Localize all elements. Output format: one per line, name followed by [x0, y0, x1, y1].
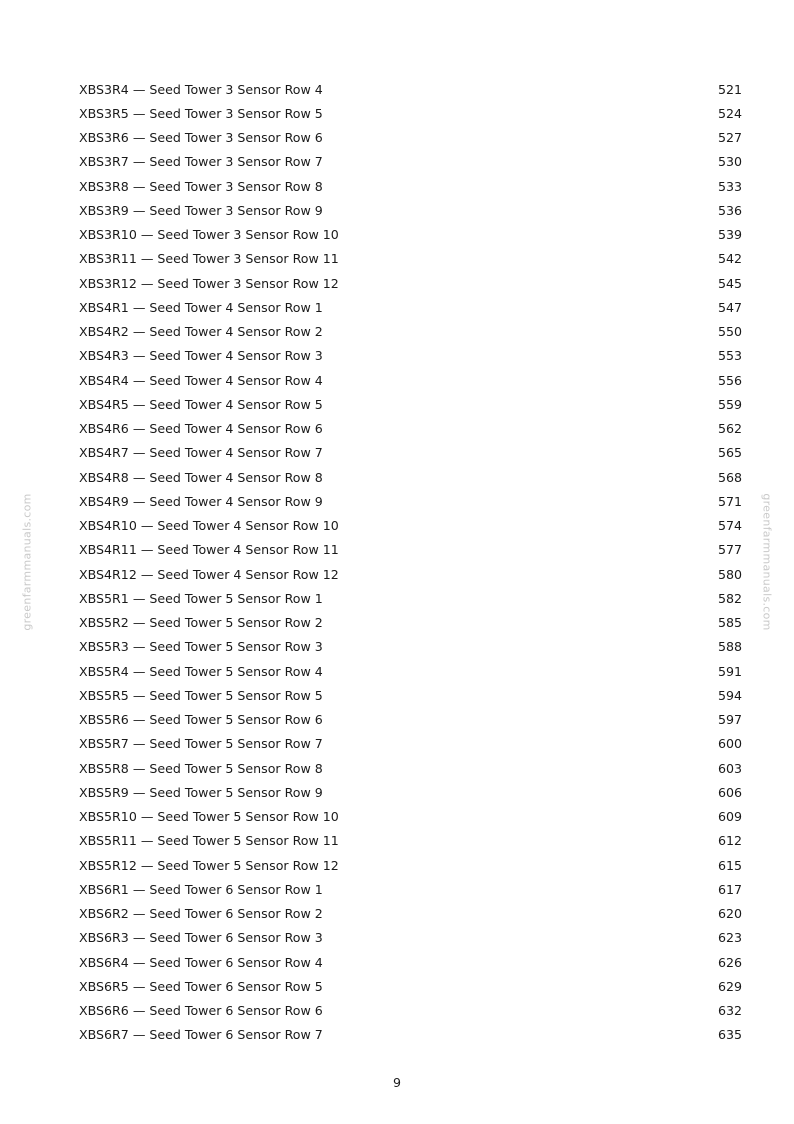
- toc-entry-title: XBS5R6 — Seed Tower 5 Sensor Row 6: [79, 712, 323, 728]
- toc-entry-page-number: 521: [717, 81, 742, 97]
- toc-entry[interactable]: [79, 392, 742, 416]
- toc-entry[interactable]: [79, 368, 742, 392]
- toc-entry-title: XBS5R3 — Seed Tower 5 Sensor Row 3: [79, 639, 323, 655]
- toc-entry-title: XBS6R6 — Seed Tower 6 Sensor Row 6: [79, 1003, 323, 1019]
- toc-entry-page-number: 612: [717, 833, 742, 849]
- toc-entry-title: XBS3R9 — Seed Tower 3 Sensor Row 9: [79, 202, 323, 218]
- toc-entry-page-number: 617: [717, 881, 742, 897]
- toc-entry-page-number: 588: [717, 639, 742, 655]
- toc-entry-page-number: 553: [717, 348, 742, 364]
- toc-entry[interactable]: [79, 829, 742, 853]
- page-number: 9: [392, 1075, 401, 1090]
- toc-entry[interactable]: [79, 465, 742, 489]
- toc-entry[interactable]: [79, 271, 742, 295]
- toc-entry-page-number: 591: [717, 663, 742, 679]
- toc-entry-page-number: 533: [717, 178, 742, 194]
- toc-entry[interactable]: [79, 514, 742, 538]
- toc-entry-page-number: 571: [717, 493, 742, 509]
- toc-entry[interactable]: [79, 198, 742, 222]
- toc-entry[interactable]: [79, 562, 742, 586]
- toc-entry[interactable]: [79, 441, 742, 465]
- toc-entry-title: XBS4R2 — Seed Tower 4 Sensor Row 2: [79, 324, 323, 340]
- toc-entry-title: XBS4R11 — Seed Tower 4 Sensor Row 11: [79, 542, 339, 558]
- toc-entry-title: XBS4R12 — Seed Tower 4 Sensor Row 12: [79, 566, 339, 582]
- toc-entry-title: XBS3R12 — Seed Tower 3 Sensor Row 12: [79, 275, 339, 291]
- toc-entry[interactable]: [79, 126, 742, 150]
- toc-entry[interactable]: [79, 805, 742, 829]
- toc-entry[interactable]: [79, 780, 742, 804]
- toc-entry[interactable]: [79, 344, 742, 368]
- toc-entry-page-number: 629: [717, 978, 742, 994]
- toc-entry[interactable]: [79, 635, 742, 659]
- toc-entry[interactable]: [79, 150, 742, 174]
- toc-entry-title: XBS6R5 — Seed Tower 6 Sensor Row 5: [79, 978, 323, 994]
- toc-entry-title: XBS4R4 — Seed Tower 4 Sensor Row 4: [79, 372, 323, 388]
- toc-entry-page-number: 542: [717, 251, 742, 267]
- toc-entry[interactable]: [79, 732, 742, 756]
- toc-entry[interactable]: [79, 659, 742, 683]
- toc-entry[interactable]: [79, 174, 742, 198]
- toc-entry-title: XBS3R8 — Seed Tower 3 Sensor Row 8: [79, 178, 323, 194]
- table-of-contents: [79, 77, 742, 1047]
- toc-entry[interactable]: [79, 950, 742, 974]
- toc-entry-page-number: 632: [717, 1003, 742, 1019]
- toc-entry[interactable]: [79, 247, 742, 271]
- toc-entry[interactable]: [79, 417, 742, 441]
- toc-entry-title: XBS3R6 — Seed Tower 3 Sensor Row 6: [79, 130, 323, 146]
- toc-entry-page-number: 609: [717, 809, 742, 825]
- toc-entry[interactable]: [79, 853, 742, 877]
- toc-entry[interactable]: [79, 586, 742, 610]
- toc-entry-title: XBS6R2 — Seed Tower 6 Sensor Row 2: [79, 906, 323, 922]
- toc-entry-title: XBS6R7 — Seed Tower 6 Sensor Row 7: [79, 1027, 323, 1043]
- toc-entry-title: XBS4R6 — Seed Tower 4 Sensor Row 6: [79, 421, 323, 437]
- toc-entry-page-number: 582: [717, 590, 742, 606]
- toc-entry[interactable]: [79, 101, 742, 125]
- toc-entry-title: XBS6R4 — Seed Tower 6 Sensor Row 4: [79, 954, 323, 970]
- toc-entry-title: XBS6R1 — Seed Tower 6 Sensor Row 1: [79, 881, 323, 897]
- toc-entry-page-number: 603: [717, 760, 742, 776]
- toc-entry-title: XBS5R1 — Seed Tower 5 Sensor Row 1: [79, 590, 323, 606]
- toc-entry-title: XBS5R7 — Seed Tower 5 Sensor Row 7: [79, 736, 323, 752]
- toc-entry-title: XBS3R4 — Seed Tower 3 Sensor Row 4: [79, 81, 323, 97]
- toc-entry-page-number: 623: [717, 930, 742, 946]
- toc-entry-page-number: 577: [717, 542, 742, 558]
- toc-entry-page-number: 620: [717, 906, 742, 922]
- toc-entry[interactable]: [79, 489, 742, 513]
- toc-entry-page-number: 547: [717, 299, 742, 315]
- toc-entry-title: XBS5R11 — Seed Tower 5 Sensor Row 11: [79, 833, 339, 849]
- toc-entry-title: XBS5R2 — Seed Tower 5 Sensor Row 2: [79, 615, 323, 631]
- toc-entry[interactable]: [79, 974, 742, 998]
- toc-entry-title: XBS5R8 — Seed Tower 5 Sensor Row 8: [79, 760, 323, 776]
- toc-entry-title: XBS5R9 — Seed Tower 5 Sensor Row 9: [79, 784, 323, 800]
- toc-entry-page-number: 536: [717, 202, 742, 218]
- toc-entry[interactable]: [79, 926, 742, 950]
- toc-entry-page-number: 565: [717, 445, 742, 461]
- toc-entry-page-number: 615: [717, 857, 742, 873]
- toc-entry-page-number: 597: [717, 712, 742, 728]
- toc-entry-title: XBS4R9 — Seed Tower 4 Sensor Row 9: [79, 493, 323, 509]
- toc-entry-page-number: 585: [717, 615, 742, 631]
- toc-entry-title: XBS3R7 — Seed Tower 3 Sensor Row 7: [79, 154, 323, 170]
- toc-entry[interactable]: [79, 223, 742, 247]
- toc-entry[interactable]: [79, 877, 742, 901]
- toc-entry-title: XBS3R10 — Seed Tower 3 Sensor Row 10: [79, 227, 339, 243]
- toc-entry[interactable]: [79, 538, 742, 562]
- toc-entry-page-number: 626: [717, 954, 742, 970]
- toc-entry[interactable]: [79, 77, 742, 101]
- toc-entry-page-number: 562: [717, 421, 742, 437]
- toc-entry-title: XBS4R7 — Seed Tower 4 Sensor Row 7: [79, 445, 323, 461]
- toc-entry-page-number: 594: [717, 687, 742, 703]
- toc-entry-title: XBS4R5 — Seed Tower 4 Sensor Row 5: [79, 396, 323, 412]
- toc-entry[interactable]: [79, 902, 742, 926]
- toc-entry-page-number: 606: [717, 784, 742, 800]
- toc-entry[interactable]: [79, 999, 742, 1023]
- toc-entry-page-number: 530: [717, 154, 742, 170]
- toc-entry-title: XBS4R8 — Seed Tower 4 Sensor Row 8: [79, 469, 323, 485]
- toc-entry[interactable]: [79, 683, 742, 707]
- toc-entry-page-number: 550: [717, 324, 742, 340]
- toc-entry-page-number: 539: [717, 227, 742, 243]
- watermark-right: greenfarmmanuals.com: [760, 493, 774, 631]
- watermark-left: greenfarmmanuals.com: [20, 493, 34, 631]
- toc-entry[interactable]: [79, 320, 742, 344]
- toc-entry-title: XBS3R11 — Seed Tower 3 Sensor Row 11: [79, 251, 339, 267]
- toc-entry-title: XBS4R3 — Seed Tower 4 Sensor Row 3: [79, 348, 323, 364]
- toc-entry-page-number: 568: [717, 469, 742, 485]
- toc-entry[interactable]: [79, 611, 742, 635]
- toc-entry-page-number: 600: [717, 736, 742, 752]
- toc-entry-title: XBS4R10 — Seed Tower 4 Sensor Row 10: [79, 518, 339, 534]
- toc-entry-page-number: 559: [717, 396, 742, 412]
- toc-entry-title: XBS3R5 — Seed Tower 3 Sensor Row 5: [79, 105, 323, 121]
- toc-entry-title: XBS5R5 — Seed Tower 5 Sensor Row 5: [79, 687, 323, 703]
- toc-entry-title: XBS5R10 — Seed Tower 5 Sensor Row 10: [79, 809, 339, 825]
- toc-entry[interactable]: [79, 1023, 742, 1047]
- toc-entry-page-number: 527: [717, 130, 742, 146]
- toc-entry-page-number: 545: [717, 275, 742, 291]
- toc-entry-page-number: 524: [717, 105, 742, 121]
- toc-entry[interactable]: [79, 295, 742, 319]
- toc-entry-title: XBS5R4 — Seed Tower 5 Sensor Row 4: [79, 663, 323, 679]
- toc-entry-page-number: 580: [717, 566, 742, 582]
- toc-entry-page-number: 574: [717, 518, 742, 534]
- toc-entry[interactable]: [79, 708, 742, 732]
- toc-entry-title: XBS6R3 — Seed Tower 6 Sensor Row 3: [79, 930, 323, 946]
- toc-entry-page-number: 556: [717, 372, 742, 388]
- toc-entry-page-number: 635: [717, 1027, 742, 1043]
- toc-entry-title: XBS4R1 — Seed Tower 4 Sensor Row 1: [79, 299, 323, 315]
- toc-entry[interactable]: [79, 756, 742, 780]
- toc-entry-title: XBS5R12 — Seed Tower 5 Sensor Row 12: [79, 857, 339, 873]
